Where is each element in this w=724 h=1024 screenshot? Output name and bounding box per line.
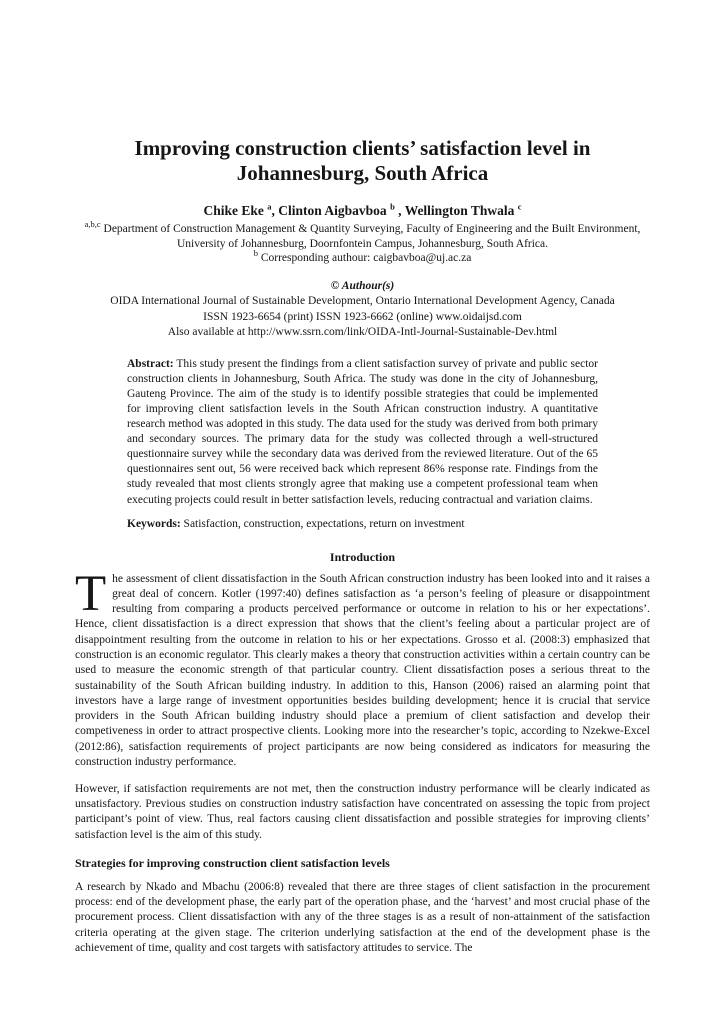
authors-line: [75, 203, 650, 219]
author-name: Wellington Thwala: [404, 203, 518, 219]
abstract-label: Abstract:: [127, 357, 174, 370]
author-separator: ,: [271, 203, 279, 219]
paragraph-satisfaction-requirements: However, if satisfaction requirements are not met, then the construction industry performance will be clearly indicated as unsatisfactory. Previous studies on construction industry satisfaction have concentrated on assessing the topic from project participant’s point of view. Thus, real factors causing client dissatisfaction and possible strategies for improving clients’ satisfaction level is the aim of this study.: [75, 782, 650, 841]
author-separator: ,: [394, 203, 405, 219]
affiliation-text: Department of Construction Management & Quantity Surveying, Faculty of Engineering and the Built Environment, University of Johannesburg, Doornfontein Campus, Johannesburg, South Africa.: [100, 223, 641, 251]
author-superscript: c: [517, 201, 522, 212]
affiliation-superscript: a,b,c: [84, 219, 101, 230]
publisher-block: [75, 279, 650, 340]
corresponding-text: Corresponding authour: caigbavboa@uj.ac.za: [257, 252, 472, 265]
strategies-heading: Strategies for improving construction client satisfaction levels: [75, 855, 390, 870]
availability-line: Also available at http://www.ssrn.com/link/OIDA-Intl-Journal-Sustainable-Dev.html: [167, 325, 558, 338]
issn-line: ISSN 1923-6654 (print) ISSN 1923-6662 (online) www.oidaijsd.com: [203, 310, 522, 323]
introduction-paragraph-text: he assessment of client dissatisfaction in the South African construction industry has been looked into and it raises a great deal of concern. Kotler (1997:40) defines satisfaction as ‘a person’s feeling of pleasure or disappointment resulting from comparing a products perceived performance or outcome in relation to his or her expectations’. Hence, client dissatisfaction is a direct expression that shows that the client’s feeling about a particular project are of disappointment resulting from the outcome in relation to his or her expectations. Grosso et al. (2008:3) emphasized that construction is an economic regulator. This clearly makes a theory that construction activities within a certain country can be used to measure the economic strength of that particular country. Client dissatisfaction poses a serious threat to the sustainability of the South African building industry. In addition to this, Hanson (2006) raised an alarming point that investors have a large range of investment opportunities besides building development; hence it is crucial that service providers in the South African building industry should place a premium of client satisfaction and develop their competiveness in order to attract prospective clients. Looking more into the researcher’s topic, according to Nzekwe-Excel (2012:86), satisfaction requirements of project participants are now being considered as indicators for measuring the construction industry performance.: [75, 572, 650, 768]
introduction-paragraph: [75, 565, 650, 771]
corresponding-author-line: [75, 248, 650, 265]
abstract-text: This study present the findings from a client satisfaction survey of private and public sector construction clients in Johannesburg, South Africa. The study was done in the city of Johannesburg, Gauteng Province. The aim of the study is to identify possible strategies that could be implemented for improving client satisfaction levels in the South African construction industry. A quantitative research method was adopted in this study. The data used for the study was derived from both primary and secondary sources. The primary data for the study was collected through a well-structured questionnaire survey while the secondary data was derived from the reviewed literature. Out of the 65 questionnaires sent out, 56 were received back which represent 86% response rate. Findings from the study revealed that most clients strongly agree that making use a competent professional team when executing projects could result in better satisfaction levels, reducing contractual and variation claims.: [127, 357, 598, 506]
page-title: Improving construction clients’ satisfaction level in Johannesburg, South Africa: [134, 136, 591, 186]
author-superscript: b: [390, 201, 395, 212]
author-superscript: a: [267, 201, 272, 212]
author-name: Chike Eke: [203, 203, 268, 219]
keywords-text: Satisfaction, construction, expectations, return on investment: [180, 517, 465, 530]
copyright-line: © Authour(s): [330, 280, 395, 293]
drop-cap: T: [75, 565, 107, 622]
corresponding-superscript: b: [253, 248, 258, 259]
affiliation-line: [75, 219, 650, 252]
introduction-heading: Introduction: [329, 549, 396, 564]
keywords-label: Keywords:: [127, 517, 181, 530]
abstract: [127, 357, 598, 508]
keywords: [127, 518, 598, 530]
strategies-paragraph: A research by Nkado and Mbachu (2006:8) revealed that there are three stages of client satisfaction in the procurement process: end of the development phase, the early part of the operation phase, and the ‘harvest’ and most crucial phase of the procurement process. Client dissatisfaction with any of the three stages is as a result of non-attainment of the satisfaction criteria operating at the given stage. The criterion underlying satisfaction at the end of the development phase is the achievement of time, quality and cost targets with satisfactory attitudes to service. The: [75, 880, 650, 954]
author-name: Clinton Aigbavboa: [278, 203, 391, 219]
journal-line: OIDA International Journal of Sustainable Development, Ontario International Development Agency, Canada: [110, 295, 615, 308]
